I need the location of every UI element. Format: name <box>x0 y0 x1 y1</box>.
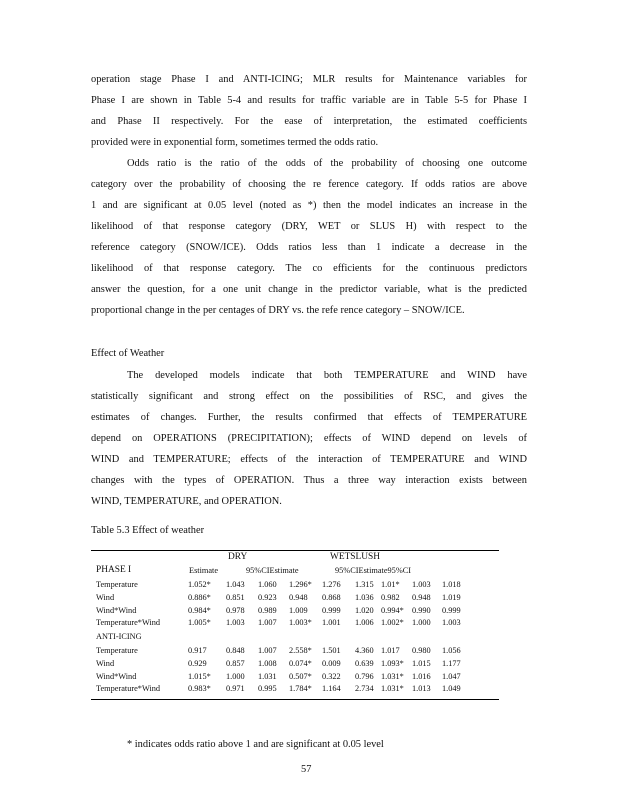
row-label: Wind <box>96 592 115 602</box>
table-cell: 1.003 <box>442 618 461 628</box>
subheader-2: 95%CIEstimate <box>246 566 299 575</box>
table-cell: 0.983* <box>188 684 211 694</box>
section-anti-icing: ANTI-ICING <box>96 632 142 641</box>
table-cell: 0.980 <box>412 646 431 655</box>
section-heading: Effect of Weather <box>91 348 165 359</box>
table-cell: 1.007 <box>258 646 277 655</box>
table-cell: 1.017 <box>381 646 400 655</box>
table-cell: 1.031* <box>381 684 404 694</box>
table-cell: 0.990 <box>412 605 431 615</box>
table-cell: 1.015 <box>412 658 431 668</box>
table-bottom-rule <box>91 699 499 700</box>
paragraph1-line-3: and Phase II respectively. For the ease of interpretation, the estimated coefficients <box>91 116 527 127</box>
table-cell: 1.002* <box>381 618 404 628</box>
table-cell: 0.851 <box>226 592 245 602</box>
table-cell: 0.999 <box>442 605 461 615</box>
paragraph1-line-4: provided were in exponential form, sometimes termed the odds ratio. <box>91 137 379 148</box>
table-cell: 1.01* <box>381 580 400 589</box>
table-cell: 1.003* <box>289 618 312 628</box>
table-cell: 0.639 <box>355 658 374 668</box>
row-label: Temperature <box>96 646 138 655</box>
table-cell: 0.929 <box>188 658 207 668</box>
table-cell: 0.978 <box>226 605 245 615</box>
page-number: 57 <box>301 764 312 775</box>
table-cell: 0.322 <box>322 671 341 681</box>
table-cell: 1.016 <box>412 671 431 681</box>
table-cell: 0.948 <box>289 592 308 602</box>
table-cell: 0.923 <box>258 592 277 602</box>
table-cell: 0.984* <box>188 605 211 615</box>
table-cell: 1.501 <box>322 646 341 655</box>
table-top-rule <box>91 550 499 551</box>
paragraph3-line-2: statistically significant and strong effect on the possibilities of RSC, and gives the <box>91 391 527 402</box>
paragraph1-line-2: Phase I are shown in Table 5-4 and results for traffic variable are in Table 5-5 for Phase I <box>91 95 527 106</box>
table-cell: 1.093* <box>381 658 404 668</box>
table-cell: 1.047 <box>442 671 461 681</box>
table-cell: 0.917 <box>188 646 207 655</box>
table-cell: 1.036 <box>355 592 374 602</box>
table-cell: 1.000 <box>226 671 245 681</box>
paragraph1-line-1: operation stage Phase I and ANTI-ICING; MLR results for Maintenance variables for <box>91 74 527 85</box>
table-cell: 1.007 <box>258 618 277 628</box>
table-cell: 1.177 <box>442 658 461 668</box>
subheader-1: Estimate <box>189 566 219 575</box>
table-cell: 0.886* <box>188 592 211 602</box>
paragraph3-line-6: changes with the types of OPERATION. Thus a three way interaction exists between <box>91 475 527 486</box>
row-label: Wind <box>96 658 115 668</box>
table-cell: 1.003 <box>412 580 431 589</box>
table-cell: 1.060 <box>258 580 277 589</box>
row-label: Temperature <box>96 580 138 589</box>
table-cell: 1.013 <box>412 684 431 694</box>
table-cell: 1.049 <box>442 684 461 694</box>
table-cell: 2.734 <box>355 684 374 694</box>
paragraph3-line-7: WIND, TEMPERATURE, and OPERATION. <box>91 496 282 507</box>
paragraph2-line-3: 1 and are significant at 0.05 level (noted as *) then the model indicates an increase in the <box>91 200 527 211</box>
table-cell: 1.276 <box>322 580 341 589</box>
table-cell: 0.982 <box>381 592 400 602</box>
table-cell: 0.848 <box>226 646 245 655</box>
row-label: Temperature*Wind <box>96 684 161 694</box>
table-cell: 1.031 <box>258 671 277 681</box>
table-cell: 0.796 <box>355 671 374 681</box>
table-cell: 1.164 <box>322 684 341 694</box>
table-cell: 1.019 <box>442 592 461 602</box>
table-cell: 0.507* <box>289 671 312 681</box>
table-cell: 0.995 <box>258 684 277 694</box>
header-phase-i: PHASE I <box>96 565 132 575</box>
row-label: Wind*Wind <box>96 671 137 681</box>
table-cell: 1.003 <box>226 618 245 628</box>
table-cell: 1.031* <box>381 671 404 681</box>
row-label: Temperature*Wind <box>96 618 161 628</box>
table-cell: 1.315 <box>355 580 374 589</box>
paragraph3-line-1: The developed models indicate that both TEMPERATURE and WIND have <box>127 370 527 381</box>
table-cell: 0.971 <box>226 684 245 694</box>
table-cell: 1.015* <box>188 671 211 681</box>
table-cell: 1.000 <box>412 618 431 628</box>
table-cell: 1.052* <box>188 580 211 589</box>
table-footnote: * indicates odds ratio above 1 and are significant at 0.05 level <box>127 739 384 750</box>
table-cell: 0.074* <box>289 658 312 668</box>
paragraph2-line-8: proportional change in the per centages of DRY vs. the refe rence category – SNOW/ICE. <box>91 305 465 316</box>
paragraph3-line-4: depend on OPERATIONS (PRECIPITATION); effects of WIND depend on levels of <box>91 433 527 444</box>
table-cell: 0.868 <box>322 592 341 602</box>
table-cell: 2.558* <box>289 646 312 655</box>
table-cell: 0.857 <box>226 658 245 668</box>
paragraph2-line-1: Odds ratio is the ratio of the odds of the probability of choosing one outcome <box>127 158 527 169</box>
row-label: Wind*Wind <box>96 605 137 615</box>
table-cell: 0.994* <box>381 605 404 615</box>
table-cell: 0.999 <box>322 605 341 615</box>
table-cell: 1.043 <box>226 580 245 589</box>
paragraph2-line-7: answer the question, for a one unit change in the predictor variable, what is the predicted <box>91 284 527 295</box>
table-cell: 0.009 <box>322 658 341 668</box>
subheader-3: 95%CIEstimate95%CI <box>335 566 412 575</box>
table-cell: 0.948 <box>412 592 431 602</box>
table-cell: 4.360 <box>355 646 374 655</box>
table-cell: 1.018 <box>442 580 461 589</box>
paragraph3-line-3: estimates of changes. Further, the results confirmed that effects of TEMPERATURE <box>91 412 527 423</box>
header-dry: DRY <box>228 552 248 562</box>
paragraph2-line-2: category over the probability of choosing the re ference category. If odds ratios are above <box>91 179 527 190</box>
table-cell: 1.056 <box>442 646 461 655</box>
table-cell: 1.006 <box>355 618 374 628</box>
table-cell: 1.008 <box>258 658 277 668</box>
paragraph2-line-6: likelihood of that response category. The co efficients for the continuous predictors <box>91 263 527 274</box>
table-cell: 1.005* <box>188 618 211 628</box>
table-cell: 1.020 <box>355 605 374 615</box>
paragraph3-line-5: WIND and TEMPERATURE; effects of the interaction of TEMPERATURE and WIND <box>91 454 527 465</box>
table-caption: Table 5.3 Effect of weather <box>91 525 205 536</box>
table-cell: 1.784* <box>289 684 312 694</box>
table-cell: 1.001 <box>322 618 341 628</box>
paragraph2-line-5: reference category (SNOW/ICE). Odds ratios less than 1 indicate a decrease in the <box>91 242 527 253</box>
table-cell: 1.296* <box>289 580 312 589</box>
header-wetslush: WETSLUSH <box>330 552 380 562</box>
table-cell: 1.009 <box>289 605 308 615</box>
paragraph2-line-4: likelihood of that response category (DRY, WET or SLUS H) with respect to the <box>91 221 527 232</box>
table-cell: 0.989 <box>258 605 277 615</box>
